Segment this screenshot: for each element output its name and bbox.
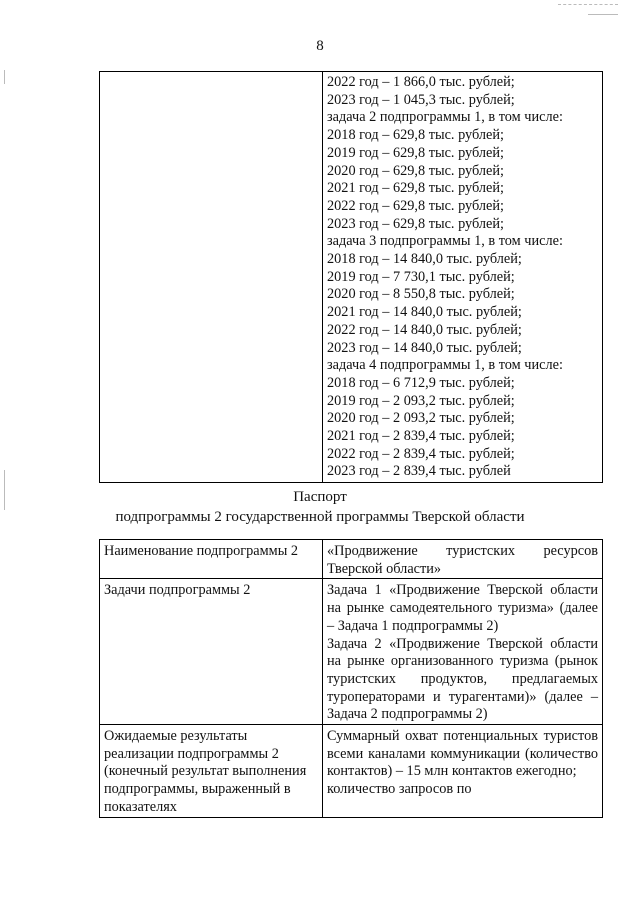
funding-lines: [327, 74, 598, 481]
scan-mark-left: [4, 70, 5, 84]
scan-mark-top-2: [588, 14, 618, 15]
continuation-label-cell: [100, 72, 323, 483]
funding-line: 2022 год – 1 866,0 тыс. рублей;: [327, 74, 515, 90]
funding-line: 2019 год – 2 093,2 тыс. рублей;: [327, 392, 515, 409]
funding-line: 2020 год – 629,8 тыс. рублей;: [327, 162, 505, 179]
funding-line: 2023 год – 629,8 тыс. рублей;: [327, 215, 505, 232]
passport-heading: [0, 487, 640, 527]
row-value-paragraph: «Продвижение туристских ресурсов Тверской области»: [327, 543, 598, 577]
row-label: Ожидаемые результаты реализации подпрограммы 2 (конечный результат выполнения подпрограммы, выраженный в показателях: [100, 725, 323, 818]
funding-line: 2023 год – 2 839,4 тыс. рублей: [327, 463, 511, 480]
funding-line: 2018 год – 6 712,9 тыс. рублей;: [327, 374, 515, 391]
continuation-table: [99, 71, 603, 483]
passport-title: Паспорт: [293, 489, 347, 505]
page-number: 8: [316, 38, 324, 54]
funding-line: 2021 год – 629,8 тыс. рублей;: [327, 180, 505, 197]
table-row: [100, 540, 603, 579]
passport-table: [99, 539, 603, 818]
row-value: [323, 579, 603, 725]
funding-line: 2018 год – 629,8 тыс. рублей;: [327, 127, 505, 144]
row-value: [323, 540, 603, 579]
funding-line: 2020 год – 2 093,2 тыс. рублей;: [327, 410, 515, 427]
funding-line: 2022 год – 2 839,4 тыс. рублей;: [327, 445, 515, 462]
funding-line: 2022 год – 629,8 тыс. рублей;: [327, 197, 505, 214]
funding-line: задача 3 подпрограммы 1, в том числе:: [327, 233, 563, 250]
continuation-value-cell: [323, 72, 603, 483]
funding-line: 2023 год – 1 045,3 тыс. рублей;: [327, 91, 515, 108]
funding-line: 2020 год – 8 550,8 тыс. рублей;: [327, 286, 515, 303]
funding-line: 2022 год – 14 840,0 тыс. рублей;: [327, 321, 522, 338]
row-label: Наименование подпрограммы 2: [100, 540, 323, 579]
funding-line: задача 4 подпрограммы 1, в том числе:: [327, 357, 563, 374]
row-value-paragraph: Суммарный охват потенциальных туристов всеми каналами коммуникации (количество контактов) – 15 млн контактов ежегодно;: [327, 728, 598, 780]
row-value-paragraph: количество запросов по: [327, 781, 472, 798]
funding-line: 2019 год – 7 730,1 тыс. рублей;: [327, 268, 515, 285]
funding-line: 2023 год – 14 840,0 тыс. рублей;: [327, 339, 522, 356]
funding-line: задача 2 подпрограммы 1, в том числе:: [327, 109, 563, 126]
row-label: Задачи подпрограммы 2: [100, 579, 323, 725]
passport-subtitle: подпрограммы 2 государственной программы Тверской области: [115, 509, 525, 525]
funding-line: 2019 год – 629,8 тыс. рублей;: [327, 144, 505, 161]
row-value-paragraph: Задача 2 «Продвижение Тверской области на рынке организованного туризма (рынок туристских продуктов, предлагаемых туроператорами и турагентами)» (далее – Задача 2 подпрограммы 2): [327, 635, 598, 723]
table-row: [100, 579, 603, 725]
row-value: [323, 725, 603, 818]
funding-line: 2018 год – 14 840,0 тыс. рублей;: [327, 251, 522, 268]
table-row: [100, 72, 603, 483]
table-row: [100, 725, 603, 818]
scan-mark-top: [558, 4, 618, 5]
funding-line: 2021 год – 2 839,4 тыс. рублей;: [327, 428, 515, 445]
row-value-paragraph: Задача 1 «Продвижение Тверской области на рынке самодеятельного туризма» (далее – Задача 1 подпрограммы 2): [327, 582, 598, 634]
funding-line: 2021 год – 14 840,0 тыс. рублей;: [327, 304, 522, 321]
